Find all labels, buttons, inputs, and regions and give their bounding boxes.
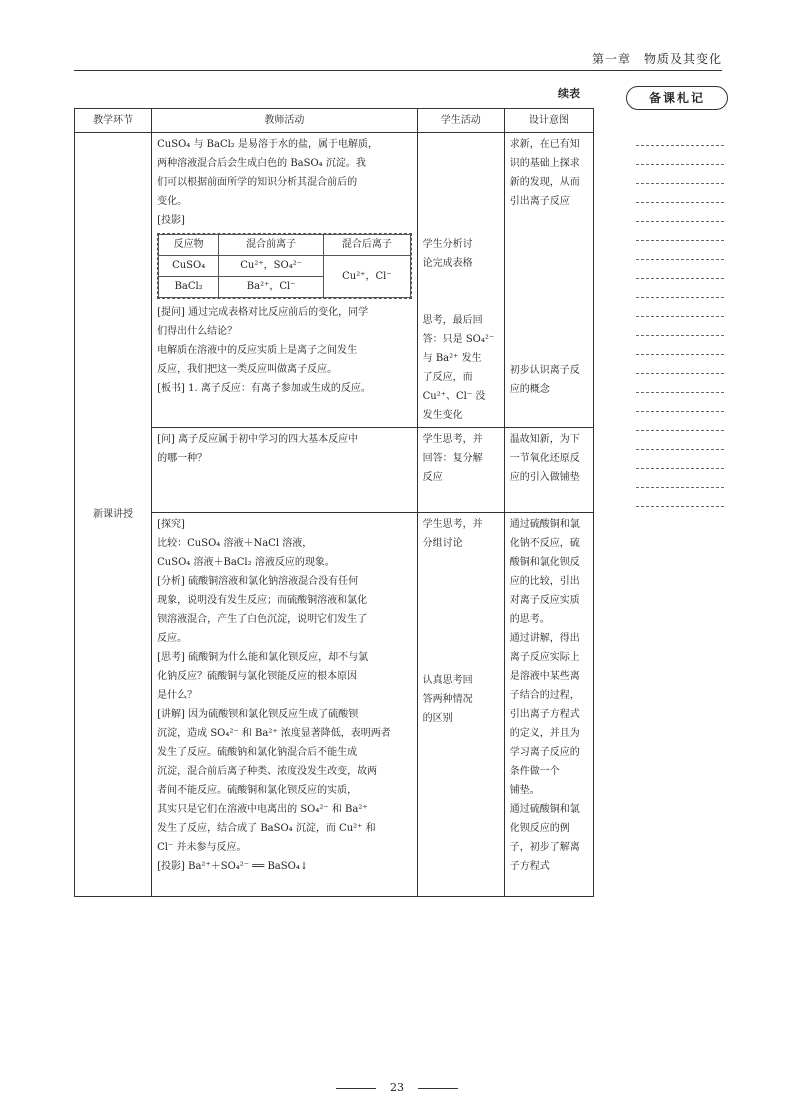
- intent-line: 通过讲解，得出: [509, 633, 580, 644]
- teacher-line: [讲解] 因为硫酸钡和氯化钡反应生成了硫酸钡: [157, 709, 359, 720]
- intent-line: 对离子反应实质: [509, 595, 580, 606]
- intent-line: 通过硫酸铜和氯: [509, 519, 580, 530]
- intent-cell-1: [504, 133, 593, 428]
- intent-line: 引出离子方程式: [509, 709, 580, 720]
- intent-line: 化钡反应的例: [509, 823, 570, 834]
- teacher-line: CuSO₄ 与 BaCl₂ 是易溶于水的盐，属于电解质，: [157, 139, 378, 150]
- note-line: [636, 259, 724, 260]
- teacher-line: 们得出什么结论？: [157, 326, 238, 337]
- ion-table-cell: CuSO₄: [159, 256, 219, 277]
- note-line: [636, 411, 724, 412]
- teacher-line: [提问] 通过完成表格对比反应前后的变化，同学: [157, 307, 369, 318]
- table-header-row: [75, 109, 594, 133]
- teacher-line: 沉淀，混合前后离子种类、浓度没发生改变，故两: [157, 766, 378, 777]
- intent-line: 识的基础上探求: [509, 158, 580, 169]
- student-line: 发生变化: [422, 410, 463, 421]
- student-line: 认真思考回: [422, 675, 473, 686]
- teacher-line: 反应，我们把这一类反应叫做离子反应。: [157, 364, 338, 375]
- student-cell-3: [417, 513, 504, 897]
- student-line: 反应: [422, 472, 443, 483]
- student-line: 的区别: [422, 713, 453, 724]
- teacher-line: 反应。: [157, 633, 188, 644]
- teacher-line: 变化。: [157, 196, 188, 207]
- continued-label: 续表: [558, 87, 580, 100]
- page-number-rule-right: [418, 1088, 458, 1089]
- note-line: [636, 392, 724, 393]
- teacher-line: [投影]: [157, 215, 185, 226]
- teacher-line: 比较：CuSO₄ 溶液＋NaCl 溶液，: [157, 538, 313, 549]
- table-row: [75, 428, 594, 513]
- ion-table-cell: Cu²⁺，SO₄²⁻: [219, 256, 324, 277]
- intent-line: 子方程式: [509, 861, 550, 872]
- header-divider: [74, 70, 722, 71]
- teacher-line: [问] 离子反应属于初中学习的四大基本反应中: [157, 434, 359, 445]
- teacher-line: 沉淀，造成 SO₄²⁻ 和 Ba²⁺ 浓度显著降低，表明两者: [157, 728, 391, 739]
- student-cell-1: [417, 133, 504, 428]
- student-line: 学生思考，并: [422, 519, 483, 530]
- teacher-line: 者间不能反应。硫酸铜和氯化钡反应的实质，: [157, 785, 358, 796]
- student-line: 思考，最后回: [422, 315, 483, 326]
- projection-box: [157, 233, 412, 299]
- student-line: 与 Ba²⁺ 发生: [422, 353, 482, 364]
- header-teacher: 教师活动: [152, 109, 418, 133]
- table-row: [75, 133, 594, 428]
- intent-line: 通过硫酸铜和氯: [509, 804, 580, 815]
- note-line: [636, 183, 724, 184]
- intent-line: 的定义，并且为: [509, 728, 580, 739]
- intent-line: 应的引入做铺垫: [509, 472, 580, 483]
- ion-table-cell: Ba²⁺，Cl⁻: [219, 277, 324, 298]
- intent-line: 应的概念: [509, 384, 550, 395]
- note-line: [636, 449, 724, 450]
- intent-line: 子，初步了解离: [509, 842, 580, 853]
- teacher-line: 发生了反应，结合成了 BaSO₄ 沉淀，而 Cu²⁺ 和: [157, 823, 376, 834]
- note-line: [636, 354, 724, 355]
- intent-line: 离子反应实际上: [509, 652, 580, 663]
- intent-line: 学习离子反应的: [509, 747, 580, 758]
- lesson-table: [74, 108, 594, 897]
- intent-line: 酸铜和氯化钡反: [509, 557, 580, 568]
- student-line: 学生思考，并: [422, 434, 483, 445]
- note-line: [636, 468, 724, 469]
- student-line: 答：只是 SO₄²⁻: [422, 334, 495, 345]
- teacher-line: 其实只是它们在溶液中电离出的 SO₄²⁻ 和 Ba²⁺: [157, 804, 368, 815]
- teacher-line: 发生了反应。硫酸钠和氯化钠混合后不能生成: [157, 747, 358, 758]
- intent-line: 的思考。: [509, 614, 550, 625]
- ion-table-cell: BaCl₂: [159, 277, 219, 298]
- teacher-cell-1: [152, 133, 418, 428]
- student-line: 回答：复分解: [422, 453, 483, 464]
- intent-line: 子结合的过程，: [509, 690, 580, 701]
- ion-table: [158, 234, 411, 298]
- ion-table-header: 反应物: [159, 235, 219, 256]
- intent-line: 是溶液中某些离: [509, 671, 580, 682]
- student-cell-2: [417, 428, 504, 513]
- note-line: [636, 335, 724, 336]
- teacher-line: 是什么？: [157, 690, 198, 701]
- teacher-line: [分析] 硫酸铜溶液和氯化钠溶液混合没有任何: [157, 576, 359, 587]
- teacher-line: 们可以根据前面所学的知识分析其混合前后的: [157, 177, 358, 188]
- intent-cell-2: [504, 428, 593, 513]
- intent-line: 求新，在已有知: [509, 139, 580, 150]
- student-line: 论完成表格: [422, 258, 473, 269]
- student-line: 分组讨论: [422, 538, 463, 549]
- intent-line: 化钠不反应，硫: [509, 538, 580, 549]
- note-line: [636, 487, 724, 488]
- intent-line: 一节氧化还原反: [509, 453, 580, 464]
- note-line: [636, 316, 724, 317]
- table-row: [75, 513, 594, 897]
- teacher-line: 电解质在溶液中的反应实质上是离子之间发生: [157, 345, 358, 356]
- student-line: 了反应，而: [422, 372, 473, 383]
- header-student: 学生活动: [417, 109, 504, 133]
- teacher-cell-2: [152, 428, 418, 513]
- student-line: 学生分析讨: [422, 239, 473, 250]
- intent-line: 初步认识离子反: [509, 365, 580, 376]
- intent-line: 新的发现，从而: [509, 177, 580, 188]
- note-line: [636, 373, 724, 374]
- intent-line: 应的比较，引出: [509, 576, 580, 587]
- teacher-line: Cl⁻ 并未参与反应。: [157, 842, 247, 853]
- ion-table-header: 混合前离子: [219, 235, 324, 256]
- header-stage: 教学环节: [75, 109, 152, 133]
- stage-cell: 新课讲授: [75, 133, 152, 897]
- intent-line: 铺垫。: [509, 785, 540, 796]
- teacher-line: 两种溶液混合后会生成白色的 BaSO₄ 沉淀。我: [157, 158, 366, 169]
- note-line: [636, 202, 724, 203]
- intent-line: 温故知新，为下: [509, 434, 580, 445]
- note-line: [636, 430, 724, 431]
- teacher-line: 的哪一种？: [157, 453, 208, 464]
- teacher-line: CuSO₄ 溶液＋BaCl₂ 溶液反应的现象。: [157, 557, 335, 568]
- teacher-line: [投影] Ba²⁺＋SO₄²⁻ ══ BaSO₄↓: [157, 861, 309, 872]
- intent-line: 引出离子反应: [509, 196, 570, 207]
- note-line: [636, 221, 724, 222]
- student-line: Cu²⁺、Cl⁻ 没: [422, 391, 486, 402]
- notes-title: 备课札记: [626, 86, 728, 110]
- page-number: 23: [390, 1081, 404, 1094]
- teacher-line: 化钠反应？硫酸铜与氯化钡能反应的根本原因: [157, 671, 358, 682]
- note-line: [636, 297, 724, 298]
- teacher-line: 钡溶液混合，产生了白色沉淀，说明它们发生了: [157, 614, 368, 625]
- note-line: [636, 506, 724, 507]
- note-line: [636, 145, 724, 146]
- ion-table-header: 混合后离子: [324, 235, 411, 256]
- intent-line: 条件做一个: [509, 766, 560, 777]
- teacher-cell-3: [152, 513, 418, 897]
- chapter-title: 第一章 物质及其变化: [591, 52, 722, 66]
- ion-table-cell: Cu²⁺，Cl⁻: [324, 256, 411, 298]
- header-intent: 设计意图: [504, 109, 593, 133]
- note-line: [636, 240, 724, 241]
- teacher-line: 现象，说明没有发生反应；而硫酸铜溶液和氯化: [157, 595, 368, 606]
- teacher-line: [探究]: [157, 519, 185, 530]
- teacher-line: [思考] 硫酸铜为什么能和氯化钡反应，却不与氯: [157, 652, 369, 663]
- intent-cell-3: [504, 513, 593, 897]
- teacher-line: [板书] 1. 离子反应：有离子参加或生成的反应。: [157, 383, 371, 394]
- student-line: 答两种情况: [422, 694, 473, 705]
- note-line: [636, 278, 724, 279]
- note-line: [636, 164, 724, 165]
